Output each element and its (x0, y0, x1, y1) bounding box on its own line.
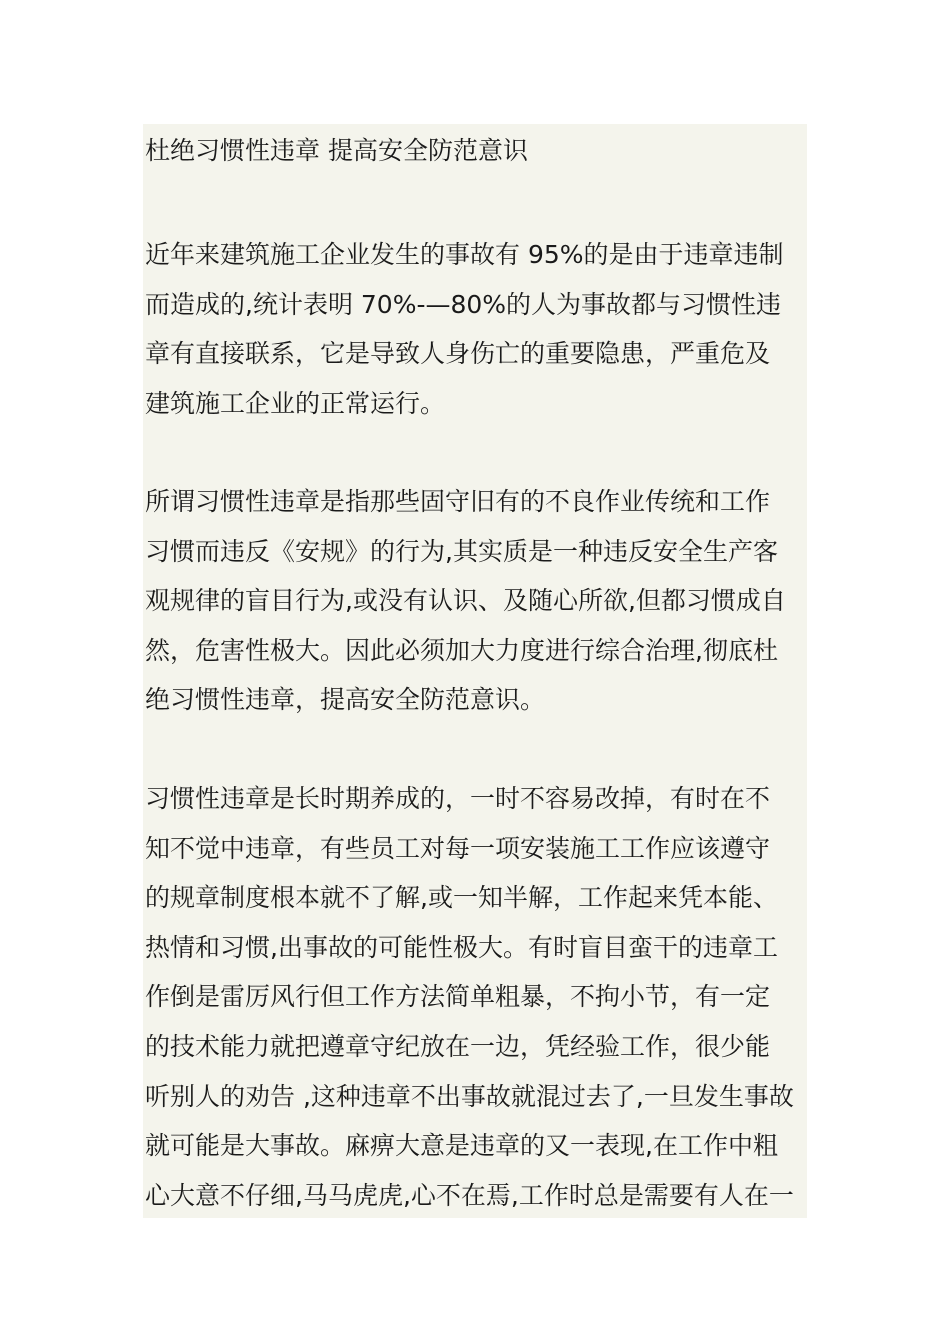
paragraph-line: 章有直接联系，它是导致人身伤亡的重要隐患，严重危及 (145, 339, 771, 369)
paragraph-2 (145, 477, 786, 725)
paragraph-line: 而造成的,统计表明 70%-—80%的人为事故都与习惯性违 (145, 289, 782, 319)
paragraph-line: 心大意不仔细,马马虎虎,心不在焉,工作时总是需要有人在一 (145, 1180, 794, 1210)
document-title: 杜绝习惯性违章 提高安全防范意识 (145, 136, 528, 165)
paragraph-line: 知不觉中违章，有些员工对每一项安装施工工作应该遵守 (145, 833, 771, 863)
paragraph-line: 绝习惯性违章，提高安全防范意识。 (145, 685, 546, 715)
document-page (143, 124, 807, 1218)
paragraph-line: 的技术能力就把遵章守纪放在一边，凭经验工作，很少能 (145, 1031, 771, 1061)
paragraph-line: 就可能是大事故。麻痹大意是违章的又一表现,在工作中粗 (145, 1131, 778, 1161)
paragraph-line: 听别人的劝告 ,这种违章不出事故就混过去了,一旦发生事故 (145, 1081, 794, 1111)
paragraph-line: 近年来建筑施工企业发生的事故有 95%的是由于违章违制 (145, 240, 784, 269)
paragraph-line: 习惯性违章是长时期养成的，一时不容易改掉，有时在不 (145, 784, 771, 813)
paragraph-line: 所谓习惯性违章是指那些固守旧有的不良作业传统和工作 (145, 487, 771, 516)
paragraph-3 (145, 774, 794, 1218)
paragraph-line: 的规章制度根本就不了解,或一知半解，工作起来凭本能、 (145, 883, 778, 913)
paragraph-line: 观规律的盲目行为,或没有认识、及随心所欲,但都习惯成自 (145, 586, 786, 616)
paragraph-line: 作倒是雷厉风行但工作方法简单粗暴，不拘小节，有一定 (145, 982, 771, 1012)
paragraph-line: 热情和习惯,出事故的可能性极大。有时盲目蛮干的违章工 (145, 932, 778, 962)
paragraph-line: 建筑施工企业的正常运行。 (145, 388, 446, 418)
paragraph-line: 然，危害性极大。因此必须加大力度进行综合治理,彻底杜 (145, 635, 778, 665)
paragraph-line: 习惯而违反《安规》的行为,其实质是一种违反安全生产客 (145, 536, 778, 566)
paragraph-1 (145, 230, 784, 428)
